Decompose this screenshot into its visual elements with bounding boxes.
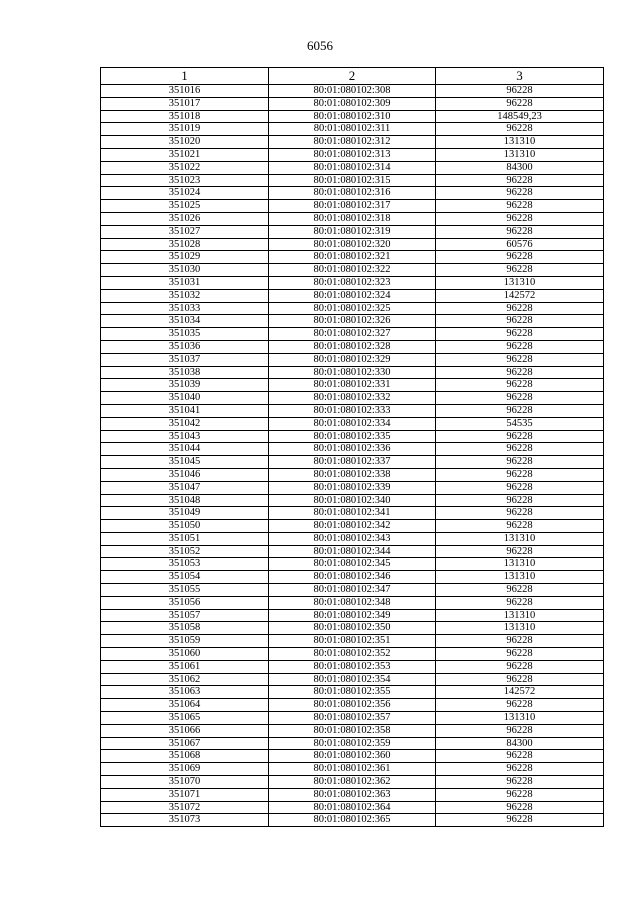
table-row (101, 456, 604, 469)
table-row (101, 404, 604, 417)
table-row (101, 302, 604, 315)
cadastral-number-cell: 80:01:080102:333 (269, 404, 436, 417)
row-number-cell: 351063 (101, 686, 269, 699)
cadastral-number-cell: 80:01:080102:335 (269, 430, 436, 443)
cadastral-number-cell: 80:01:080102:351 (269, 635, 436, 648)
value-cell: 96228 (436, 340, 604, 353)
value-cell: 96228 (436, 174, 604, 187)
value-cell: 142572 (436, 289, 604, 302)
cadastral-number-cell: 80:01:080102:336 (269, 443, 436, 456)
row-number-cell: 351064 (101, 699, 269, 712)
table-row (101, 724, 604, 737)
row-number-cell: 351039 (101, 379, 269, 392)
value-cell: 96228 (436, 648, 604, 661)
cadastral-number-cell: 80:01:080102:330 (269, 366, 436, 379)
value-cell: 96228 (436, 468, 604, 481)
table-row (101, 673, 604, 686)
table-row (101, 289, 604, 302)
value-cell: 96228 (436, 456, 604, 469)
table-row (101, 328, 604, 341)
row-number-cell: 351034 (101, 315, 269, 328)
row-number-cell: 351044 (101, 443, 269, 456)
row-number-cell: 351060 (101, 648, 269, 661)
row-number-cell: 351030 (101, 264, 269, 277)
table-row (101, 110, 604, 123)
table-row (101, 545, 604, 558)
table-row (101, 660, 604, 673)
value-cell: 96228 (436, 635, 604, 648)
table-row (101, 430, 604, 443)
row-number-cell: 351033 (101, 302, 269, 315)
table-row (101, 507, 604, 520)
cadastral-number-cell: 80:01:080102:312 (269, 136, 436, 149)
row-number-cell: 351027 (101, 225, 269, 238)
cadastral-number-cell: 80:01:080102:350 (269, 622, 436, 635)
value-cell: 96228 (436, 545, 604, 558)
value-cell: 131310 (436, 622, 604, 635)
row-number-cell: 351066 (101, 724, 269, 737)
table-row (101, 558, 604, 571)
value-cell: 96228 (436, 353, 604, 366)
table-row (101, 238, 604, 251)
table-body (101, 85, 604, 827)
row-number-cell: 351047 (101, 481, 269, 494)
row-number-cell: 351024 (101, 187, 269, 200)
table-row (101, 468, 604, 481)
table-row (101, 200, 604, 213)
value-cell: 148549,23 (436, 110, 604, 123)
value-cell: 96228 (436, 212, 604, 225)
row-number-cell: 351042 (101, 417, 269, 430)
value-cell: 96228 (436, 443, 604, 456)
cadastral-number-cell: 80:01:080102:315 (269, 174, 436, 187)
row-number-cell: 351021 (101, 148, 269, 161)
value-cell: 96228 (436, 187, 604, 200)
value-cell: 131310 (436, 571, 604, 584)
cadastral-number-cell: 80:01:080102:359 (269, 737, 436, 750)
cadastral-number-cell: 80:01:080102:360 (269, 750, 436, 763)
cadastral-number-cell: 80:01:080102:338 (269, 468, 436, 481)
value-cell: 131310 (436, 148, 604, 161)
value-cell: 96228 (436, 788, 604, 801)
table-row (101, 379, 604, 392)
row-number-cell: 351028 (101, 238, 269, 251)
table-row (101, 494, 604, 507)
row-number-cell: 351035 (101, 328, 269, 341)
row-number-cell: 351055 (101, 584, 269, 597)
table-row (101, 315, 604, 328)
row-number-cell: 351040 (101, 392, 269, 405)
value-cell: 96228 (436, 97, 604, 110)
cadastral-number-cell: 80:01:080102:323 (269, 276, 436, 289)
table-row (101, 571, 604, 584)
data-table (100, 67, 604, 827)
value-cell: 96228 (436, 392, 604, 405)
cadastral-number-cell: 80:01:080102:310 (269, 110, 436, 123)
table-row (101, 225, 604, 238)
cadastral-number-cell: 80:01:080102:353 (269, 660, 436, 673)
cadastral-number-cell: 80:01:080102:342 (269, 520, 436, 533)
value-cell: 60576 (436, 238, 604, 251)
header-row (101, 68, 604, 85)
value-cell: 131310 (436, 558, 604, 571)
table-row (101, 750, 604, 763)
cadastral-number-cell: 80:01:080102:308 (269, 85, 436, 98)
table-row (101, 801, 604, 814)
cadastral-number-cell: 80:01:080102:352 (269, 648, 436, 661)
row-number-cell: 351026 (101, 212, 269, 225)
cadastral-number-cell: 80:01:080102:326 (269, 315, 436, 328)
row-number-cell: 351065 (101, 712, 269, 725)
cadastral-number-cell: 80:01:080102:322 (269, 264, 436, 277)
row-number-cell: 351036 (101, 340, 269, 353)
table-row (101, 353, 604, 366)
row-number-cell: 351051 (101, 532, 269, 545)
table-row (101, 699, 604, 712)
value-cell: 54535 (436, 417, 604, 430)
cadastral-number-cell: 80:01:080102:321 (269, 251, 436, 264)
cadastral-number-cell: 80:01:080102:329 (269, 353, 436, 366)
value-cell: 84300 (436, 737, 604, 750)
table-row (101, 763, 604, 776)
value-cell: 96228 (436, 763, 604, 776)
page-number: 6056 (307, 38, 333, 53)
row-number-cell: 351032 (101, 289, 269, 302)
value-cell: 96228 (436, 776, 604, 789)
row-number-cell: 351023 (101, 174, 269, 187)
table-row (101, 174, 604, 187)
cadastral-number-cell: 80:01:080102:328 (269, 340, 436, 353)
row-number-cell: 351056 (101, 596, 269, 609)
row-number-cell: 351020 (101, 136, 269, 149)
value-cell: 96228 (436, 481, 604, 494)
cadastral-number-cell: 80:01:080102:340 (269, 494, 436, 507)
value-cell: 96228 (436, 328, 604, 341)
value-cell: 96228 (436, 302, 604, 315)
value-cell: 96228 (436, 584, 604, 597)
table-row (101, 532, 604, 545)
value-cell: 96228 (436, 366, 604, 379)
value-cell: 96228 (436, 673, 604, 686)
value-cell: 96228 (436, 225, 604, 238)
cadastral-number-cell: 80:01:080102:347 (269, 584, 436, 597)
row-number-cell: 351053 (101, 558, 269, 571)
cadastral-number-cell: 80:01:080102:356 (269, 699, 436, 712)
row-number-cell: 351031 (101, 276, 269, 289)
cadastral-number-cell: 80:01:080102:364 (269, 801, 436, 814)
table-row (101, 276, 604, 289)
row-number-cell: 351017 (101, 97, 269, 110)
row-number-cell: 351054 (101, 571, 269, 584)
value-cell: 96228 (436, 801, 604, 814)
value-cell: 96228 (436, 814, 604, 827)
table-row (101, 161, 604, 174)
table-row (101, 85, 604, 98)
header-cell-2: 2 (269, 68, 436, 85)
cadastral-number-cell: 80:01:080102:313 (269, 148, 436, 161)
value-cell: 96228 (436, 699, 604, 712)
row-number-cell: 351018 (101, 110, 269, 123)
row-number-cell: 351048 (101, 494, 269, 507)
value-cell: 96228 (436, 315, 604, 328)
cadastral-number-cell: 80:01:080102:358 (269, 724, 436, 737)
cadastral-number-cell: 80:01:080102:345 (269, 558, 436, 571)
cadastral-number-cell: 80:01:080102:332 (269, 392, 436, 405)
value-cell: 131310 (436, 609, 604, 622)
table-row (101, 187, 604, 200)
value-cell: 96228 (436, 404, 604, 417)
row-number-cell: 351050 (101, 520, 269, 533)
table-row (101, 584, 604, 597)
table-row (101, 648, 604, 661)
row-number-cell: 351061 (101, 660, 269, 673)
table-row (101, 737, 604, 750)
value-cell: 96228 (436, 660, 604, 673)
table-row (101, 136, 604, 149)
row-number-cell: 351073 (101, 814, 269, 827)
table-row (101, 148, 604, 161)
header-cell-1: 1 (101, 68, 269, 85)
cadastral-number-cell: 80:01:080102:349 (269, 609, 436, 622)
table-row (101, 609, 604, 622)
cadastral-number-cell: 80:01:080102:346 (269, 571, 436, 584)
cadastral-number-cell: 80:01:080102:343 (269, 532, 436, 545)
cadastral-number-cell: 80:01:080102:324 (269, 289, 436, 302)
value-cell: 96228 (436, 494, 604, 507)
row-number-cell: 351025 (101, 200, 269, 213)
cadastral-number-cell: 80:01:080102:341 (269, 507, 436, 520)
value-cell: 131310 (436, 136, 604, 149)
table-row (101, 366, 604, 379)
cadastral-number-cell: 80:01:080102:314 (269, 161, 436, 174)
row-number-cell: 351022 (101, 161, 269, 174)
row-number-cell: 351043 (101, 430, 269, 443)
cadastral-number-cell: 80:01:080102:354 (269, 673, 436, 686)
cadastral-number-cell: 80:01:080102:337 (269, 456, 436, 469)
header-cell-3: 3 (436, 68, 604, 85)
value-cell: 84300 (436, 161, 604, 174)
cadastral-number-cell: 80:01:080102:325 (269, 302, 436, 315)
table-row (101, 635, 604, 648)
value-cell: 96228 (436, 251, 604, 264)
table-row (101, 212, 604, 225)
table-row (101, 712, 604, 725)
row-number-cell: 351052 (101, 545, 269, 558)
row-number-cell: 351038 (101, 366, 269, 379)
cadastral-number-cell: 80:01:080102:361 (269, 763, 436, 776)
row-number-cell: 351049 (101, 507, 269, 520)
cadastral-number-cell: 80:01:080102:362 (269, 776, 436, 789)
cadastral-number-cell: 80:01:080102:348 (269, 596, 436, 609)
row-number-cell: 351029 (101, 251, 269, 264)
cadastral-number-cell: 80:01:080102:318 (269, 212, 436, 225)
cadastral-number-cell: 80:01:080102:319 (269, 225, 436, 238)
table-row (101, 340, 604, 353)
table-row (101, 443, 604, 456)
value-cell: 96228 (436, 724, 604, 737)
table-row (101, 97, 604, 110)
cadastral-number-cell: 80:01:080102:309 (269, 97, 436, 110)
row-number-cell: 351046 (101, 468, 269, 481)
table-row (101, 622, 604, 635)
row-number-cell: 351057 (101, 609, 269, 622)
table-row (101, 520, 604, 533)
value-cell: 142572 (436, 686, 604, 699)
row-number-cell: 351041 (101, 404, 269, 417)
table-row (101, 417, 604, 430)
value-cell: 96228 (436, 200, 604, 213)
cadastral-number-cell: 80:01:080102:339 (269, 481, 436, 494)
value-cell: 131310 (436, 532, 604, 545)
row-number-cell: 351016 (101, 85, 269, 98)
table-row (101, 123, 604, 136)
value-cell: 131310 (436, 712, 604, 725)
row-number-cell: 351058 (101, 622, 269, 635)
table-row (101, 814, 604, 827)
row-number-cell: 351067 (101, 737, 269, 750)
value-cell: 96228 (436, 123, 604, 136)
row-number-cell: 351019 (101, 123, 269, 136)
row-number-cell: 351070 (101, 776, 269, 789)
cadastral-number-cell: 80:01:080102:320 (269, 238, 436, 251)
value-cell: 131310 (436, 276, 604, 289)
value-cell: 96228 (436, 750, 604, 763)
row-number-cell: 351068 (101, 750, 269, 763)
value-cell: 96228 (436, 85, 604, 98)
cadastral-number-cell: 80:01:080102:331 (269, 379, 436, 392)
row-number-cell: 351045 (101, 456, 269, 469)
table-row (101, 776, 604, 789)
table-row (101, 596, 604, 609)
table-row (101, 251, 604, 264)
table-row (101, 392, 604, 405)
cadastral-number-cell: 80:01:080102:344 (269, 545, 436, 558)
table-row (101, 264, 604, 277)
row-number-cell: 351059 (101, 635, 269, 648)
value-cell: 96228 (436, 507, 604, 520)
cadastral-number-cell: 80:01:080102:363 (269, 788, 436, 801)
value-cell: 96228 (436, 520, 604, 533)
table-header (101, 68, 604, 85)
row-number-cell: 351037 (101, 353, 269, 366)
row-number-cell: 351072 (101, 801, 269, 814)
value-cell: 96228 (436, 379, 604, 392)
table-row (101, 481, 604, 494)
cadastral-number-cell: 80:01:080102:327 (269, 328, 436, 341)
table-row (101, 788, 604, 801)
value-cell: 96228 (436, 430, 604, 443)
row-number-cell: 351071 (101, 788, 269, 801)
cadastral-number-cell: 80:01:080102:355 (269, 686, 436, 699)
cadastral-number-cell: 80:01:080102:317 (269, 200, 436, 213)
value-cell: 96228 (436, 596, 604, 609)
cadastral-number-cell: 80:01:080102:357 (269, 712, 436, 725)
row-number-cell: 351069 (101, 763, 269, 776)
cadastral-number-cell: 80:01:080102:334 (269, 417, 436, 430)
cadastral-number-cell: 80:01:080102:365 (269, 814, 436, 827)
value-cell: 96228 (436, 264, 604, 277)
row-number-cell: 351062 (101, 673, 269, 686)
table-row (101, 686, 604, 699)
cadastral-number-cell: 80:01:080102:316 (269, 187, 436, 200)
cadastral-number-cell: 80:01:080102:311 (269, 123, 436, 136)
